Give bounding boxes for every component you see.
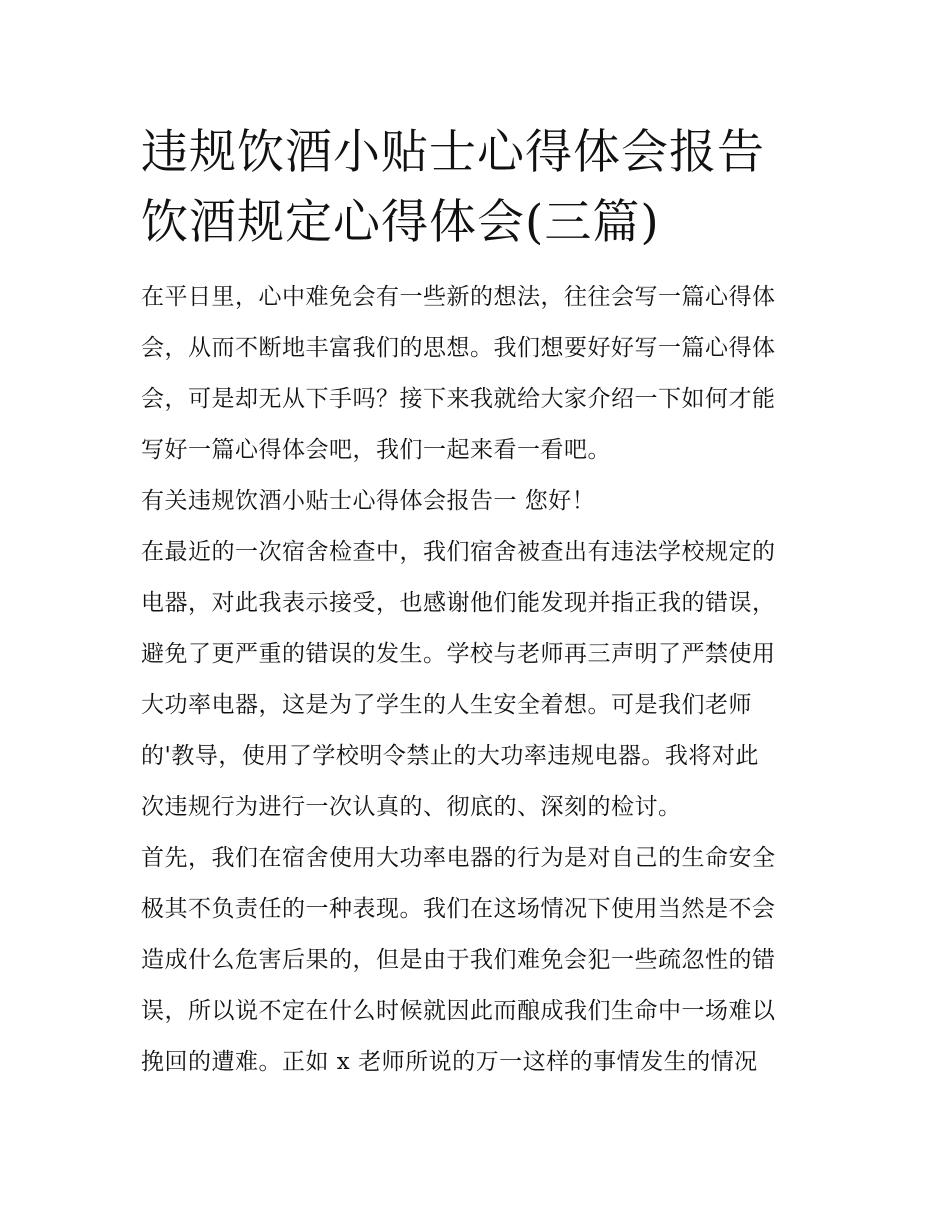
text-line: 挽回的遭难。正如 x 老师所说的万一这样的事情发生的情况 xyxy=(141,1049,758,1075)
text-line: 次违规行为进行一次认真的、彻底的、深刻的检讨。 xyxy=(141,794,682,820)
text-line: 在最近的一次宿舍检查中，我们宿舍被查出有违法学校规定的 xyxy=(141,539,776,565)
intro-paragraph xyxy=(141,272,813,476)
document-title xyxy=(141,118,813,258)
text-line: 误，所以说不定在什么时候就因此而酿成我们生命中一场难以 xyxy=(141,998,776,1024)
text-line: 首先，我们在宿舍使用大功率电器的行为是对自己的生命安全 xyxy=(141,845,776,871)
text-line: 有关违规饮酒小贴士心得体会报告一 您好！ xyxy=(141,488,596,514)
body-paragraph xyxy=(141,833,813,1088)
title-line: 饮酒规定心得体会(三篇) xyxy=(141,195,660,250)
text-line: 极其不负责任的一种表现。我们在这场情况下使用当然是不会 xyxy=(141,896,776,922)
text-line: 大功率电器，这是为了学生的人生安全着想。可是我们老师 xyxy=(141,692,752,718)
text-line: 电器，对此我表示接受，也感谢他们能发现并指正我的错误， xyxy=(141,590,776,616)
text-line: 会，从而不断地丰富我们的思想。我们想要好好写一篇心得体 xyxy=(141,335,776,361)
title-line: 违规饮酒小贴士心得体会报告 xyxy=(141,125,765,180)
section-heading-paragraph xyxy=(141,476,813,527)
body-paragraph xyxy=(141,527,813,833)
text-line: 的'教导，使用了学校明令禁止的大功率违规电器。我将对此 xyxy=(141,743,759,769)
text-line: 在平日里，心中难免会有一些新的想法，往往会写一篇心得体 xyxy=(141,284,776,310)
text-line: 写好一篇心得体会吧，我们一起来看一看吧。 xyxy=(141,437,611,463)
document-page xyxy=(141,118,813,1088)
text-line: 避免了更严重的错误的发生。学校与老师再三声明了严禁使用 xyxy=(141,641,776,667)
text-line: 会，可是却无从下手吗？接下来我就给大家介绍一下如何才能 xyxy=(141,386,776,412)
text-line: 造成什么危害后果的，但是由于我们难免会犯一些疏忽性的错 xyxy=(141,947,776,973)
